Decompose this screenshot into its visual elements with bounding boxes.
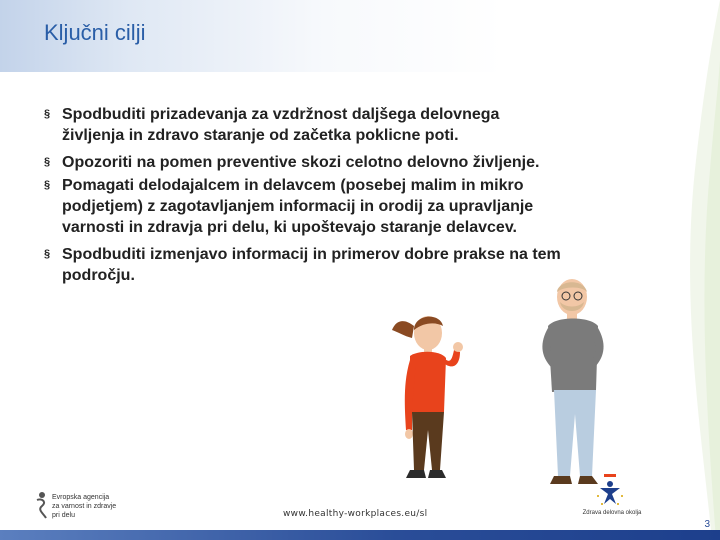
bullet-line: življenja in zdravo staranje od začetka poklicne poti. — [62, 127, 459, 144]
man-figure — [542, 279, 603, 484]
footer-url[interactable]: www.healthy-workplaces.eu/sl — [283, 509, 428, 519]
bullet-marker: § — [44, 156, 51, 168]
bullet-marker: § — [44, 108, 51, 120]
page-number: 3 — [704, 519, 710, 530]
healthy-workplaces-logo — [582, 474, 642, 516]
logo-left-line: pri delu — [52, 512, 75, 519]
slide-title: Ključni cilji — [44, 20, 146, 45]
bullet-marker: § — [44, 179, 51, 191]
logo-left-line: za varnost in zdravje — [52, 503, 117, 510]
bullet-marker: § — [44, 248, 51, 260]
bullet-line: Pomagati delodajalcem in delavcem (posebej malim in mikro — [62, 177, 524, 194]
logo-right-text: Zdrava delovna okolja — [582, 510, 642, 516]
bullet-line: področju. — [62, 267, 135, 284]
bullet-line: Spodbuditi izmenjavo informacij in primerov dobre prakse na tem — [62, 246, 561, 263]
eu-osha-logo-icon — [34, 490, 50, 520]
bottom-bar — [0, 530, 720, 540]
bullet-line: Opozoriti na pomen preventive skozi celotno delovno življenje. — [62, 154, 540, 171]
logo-left-line: Evropska agencija — [52, 494, 110, 501]
bullet-line: Spodbuditi prizadevanja za vzdržnost daljšega delovnega — [62, 106, 500, 123]
bullet-line: podjetjem) z zagotavljanjem informacij in orodij za upravljanje — [62, 198, 534, 215]
healthy-workplaces-logo-icon — [582, 474, 638, 510]
woman-figure — [392, 316, 463, 478]
eu-osha-logo — [34, 490, 117, 525]
bullet-line: varnosti in zdravja pri delu, ki upoštevajo staranje delavcev. — [62, 219, 517, 236]
